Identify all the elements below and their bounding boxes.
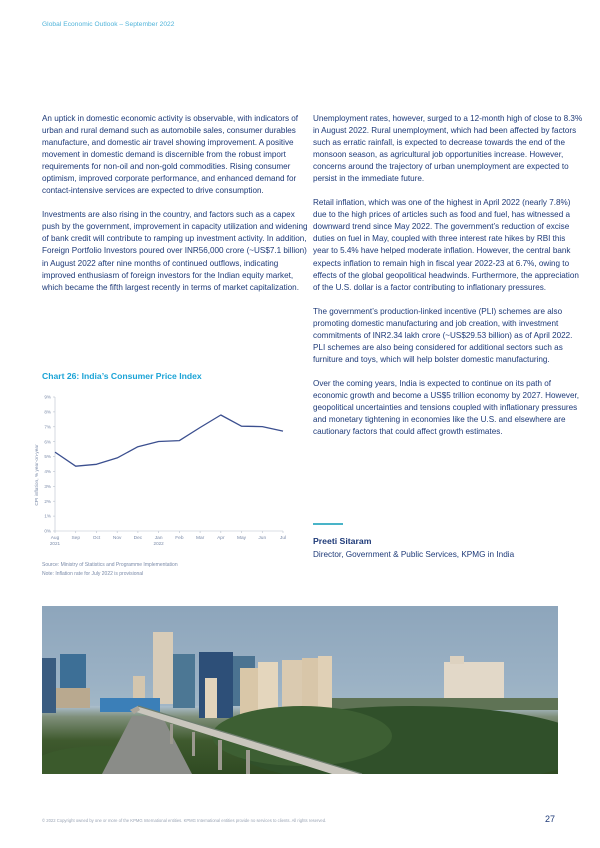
y-tick-label: 9% bbox=[44, 394, 51, 400]
chart-title: Chart 26: India’s Consumer Price Index bbox=[42, 371, 202, 381]
x-tick-label: Sep bbox=[71, 536, 81, 541]
x-tick-label: Dec bbox=[133, 536, 143, 541]
author-divider bbox=[313, 523, 343, 525]
chart-y-axis-label: CPI inflation, % year-on-year bbox=[35, 444, 40, 506]
y-tick-label: 6% bbox=[44, 439, 51, 445]
chart-y-axis bbox=[44, 395, 55, 534]
y-tick-label: 5% bbox=[44, 454, 51, 460]
author-role: Director, Government & Public Services, KPMG in India bbox=[313, 550, 515, 559]
x-tick-label: Aug bbox=[50, 536, 60, 541]
y-tick-label: 2% bbox=[44, 498, 51, 504]
paragraph-outlook: Over the coming years, India is expected to continue on its path of economic growth and become a US$5 trillion economy by 2027. However, geopolitical uncertainties and tensions coupled with inflationary pressures and monetary tightening in economies like the U.S. and elsewhere are cautionary factors that could affect growth estimates. bbox=[313, 378, 580, 437]
author-name: Preeti Sitaram bbox=[313, 536, 372, 546]
skyline-illustration bbox=[42, 606, 558, 774]
chart-source-note bbox=[42, 561, 178, 579]
paragraph-pli-schemes: The government’s production-linked incentive (PLI) schemes are also promoting domestic manufacturing and job creation, with investment commitments of INR2.34 lakh crore (~US$29.53 billion) as of April 2022. PLI schemes are also being considered for additional sectors such as furniture and toys, which will help bolster domestic manufacturing. bbox=[313, 306, 573, 364]
x-tick-label: Nov bbox=[112, 536, 122, 541]
y-tick-label: 3% bbox=[44, 483, 51, 489]
cpi-line-chart bbox=[30, 390, 300, 550]
y-tick-label: 1% bbox=[44, 513, 51, 519]
x-tick-label: May bbox=[237, 536, 247, 541]
paragraph-investments: Investments are also rising in the country, and factors such as a capex push by the government, improvement in capacity utilization and widening of bank credit will contribute to ramping up investment activity. In addition, Foreign Portfolio Investors poured over INR56,000 crore (~US$7.1 billion) in August 2022 after nine months of continued outflows, indicating improved enthusiasm of foreign investors for the Indian equity market, which became the fifth largest recently in terms of market capitalization. bbox=[42, 210, 308, 292]
paragraph-domestic-activity: An uptick in domestic economic activity is observable, with indicators of urban and rural demand such as automobile sales, consumer durables manufacture, and domestic air travel showing improvement. A positive movement in domestic demand is discernible from the robust import requirements for non-oil and non-gold commodities. Rising consumer optimism, improved corporate performance, and enhanced demand for contact-intensive services are expected to drive consumption. bbox=[42, 114, 299, 196]
paragraph-retail-inflation: Retail inflation, which was one of the highest in April 2022 (nearly 7.8%) due to the high prices of articles such as food and fuel, has witnessed a downward trend since May 2022. The government’s reduction of excise duties on fuel in May, coupled with three interest rate hikes by RBI this year to 5.4% have helped moderate inflation. However, the central bank expects inflation to remain high in fiscal year 2022-23 at 6.7%, owing to effects of the global geopolitical headwinds. Furthermore, the appreciation of the U.S. dollar is a factor contributing to inflationary pressures. bbox=[313, 198, 579, 292]
y-tick-label: 7% bbox=[44, 424, 51, 430]
x-tick-label: Mar bbox=[195, 536, 205, 541]
chart-note: Note: Inflation rate for July 2022 is provisional bbox=[42, 571, 144, 577]
y-tick-label: 4% bbox=[44, 469, 51, 475]
paragraph-unemployment: Unemployment rates, however, surged to a 12-month high of close to 8.3% in August 2022. Rural unemployment, which had been affected by factors such as erratic rainfall, is expected to decrease towards the end of the monsoon season, as agricultural job opportunities increase. However, concerns around the trajectory of urban unemployment are expected to persist in the immediate future. bbox=[313, 114, 583, 184]
x-tick-label: Oct bbox=[92, 536, 101, 541]
x-tick-label: Feb bbox=[175, 536, 184, 541]
x-tick-label: Jun bbox=[258, 536, 267, 541]
city-skyline-photo bbox=[42, 606, 558, 774]
chart-canvas bbox=[30, 390, 300, 550]
x-tick-label: Jul bbox=[279, 536, 287, 541]
chart-source: Source: Ministry of Statistics and Programme Implementation bbox=[42, 562, 178, 568]
chart-series-line bbox=[55, 415, 283, 466]
chart-x-axis bbox=[50, 531, 286, 546]
document-header-title: Global Economic Outlook – September 2022 bbox=[42, 21, 175, 28]
x-tick-label: Apr bbox=[217, 536, 225, 541]
footer-copyright: © 2022 Copyright owned by one or more of the KPMG International entities. KPMG International entities provide no services to clients. All rights reserved. bbox=[42, 818, 327, 823]
right-text-column bbox=[313, 113, 583, 450]
x-tick-label: Jan bbox=[154, 536, 163, 541]
y-tick-label: 0% bbox=[44, 528, 51, 534]
y-tick-label: 8% bbox=[44, 409, 51, 415]
left-text-column bbox=[42, 113, 308, 306]
page-number: 27 bbox=[545, 814, 556, 824]
x-tick-year-label: 2022 bbox=[153, 541, 164, 546]
x-tick-year-label: 2021 bbox=[49, 541, 61, 546]
